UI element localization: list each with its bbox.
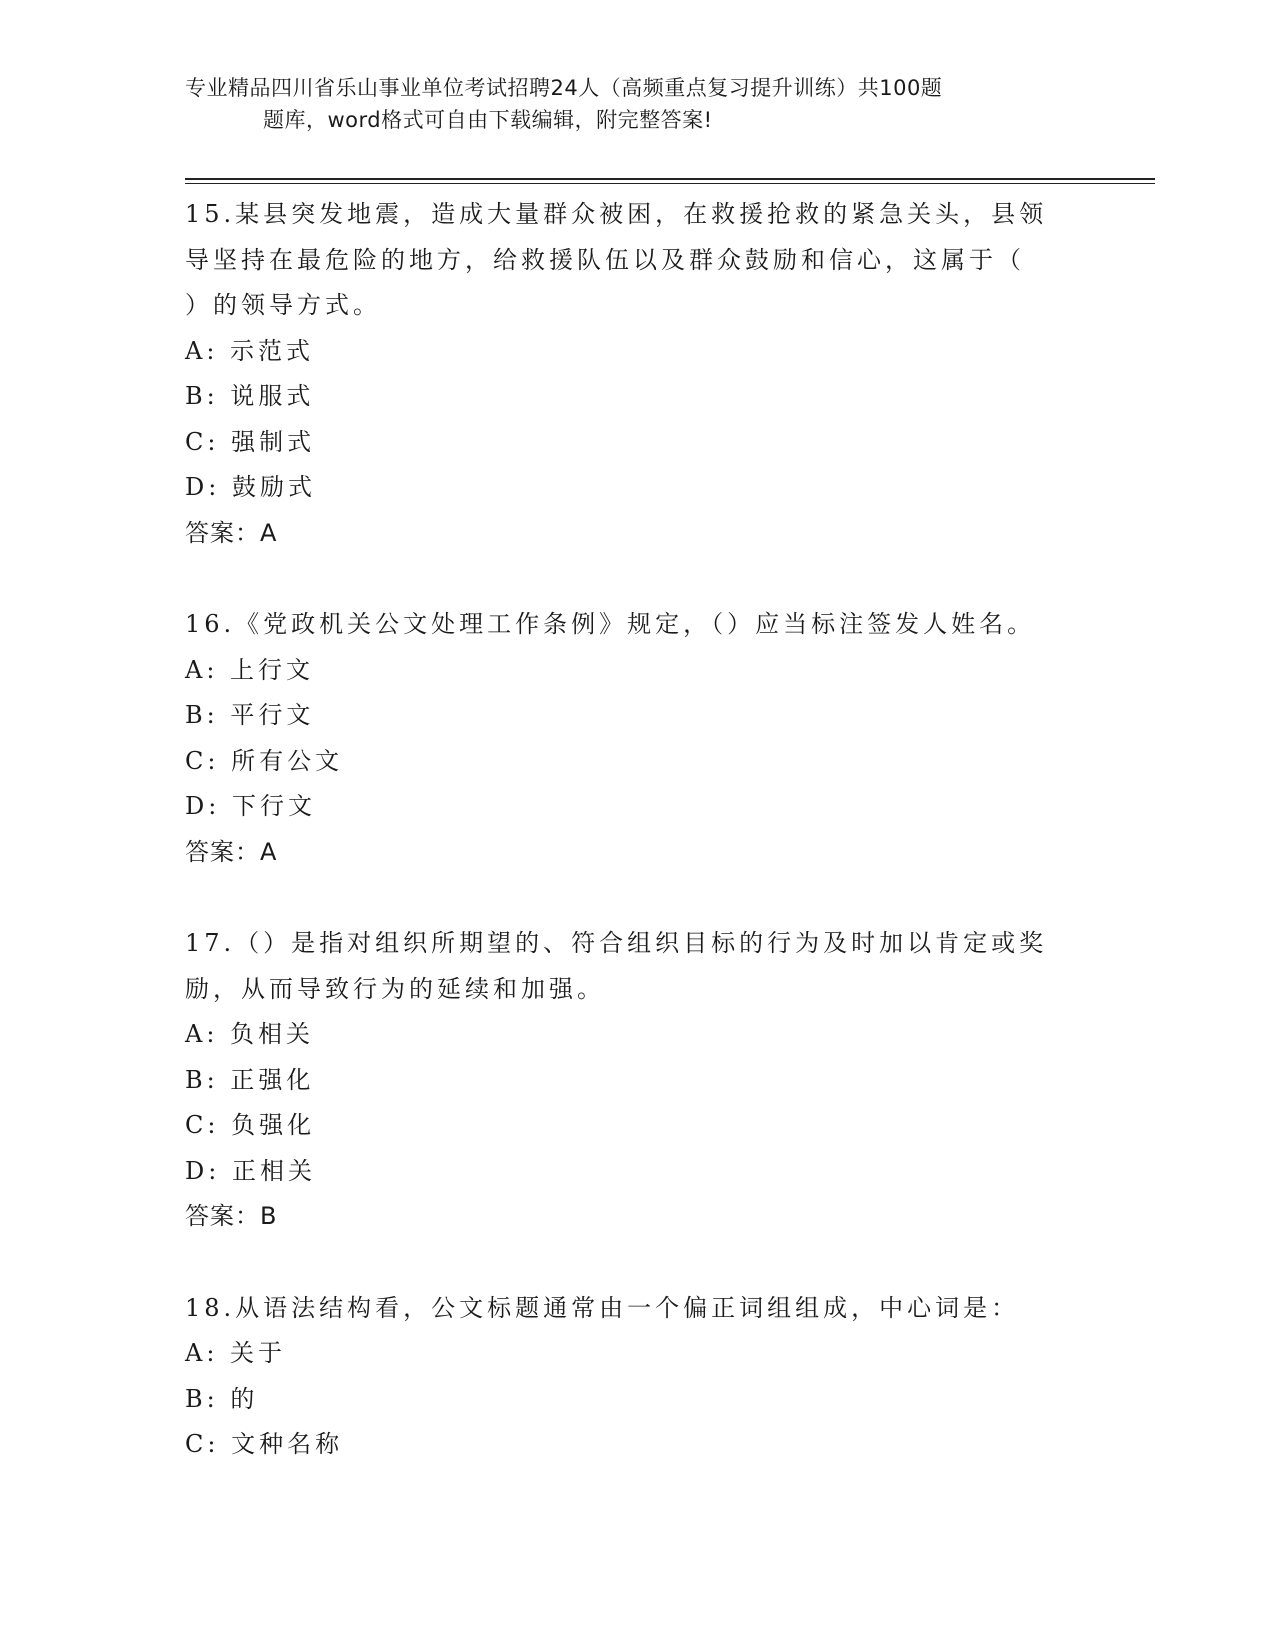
option-b: B: 的 <box>185 1384 259 1413</box>
option-b: B: 正强化 <box>185 1065 315 1094</box>
option-b: B: 平行文 <box>185 701 315 729</box>
header-title-line-2: 题库，word格式可自由下载编辑，附完整答案! <box>263 108 713 132</box>
question-16 <box>185 602 1085 875</box>
option-a: A: 示范式 <box>185 336 315 365</box>
answer: 答案：B <box>185 1202 278 1230</box>
option-c: C: 强制式 <box>185 427 316 456</box>
question-18 <box>185 1286 1085 1468</box>
header-divider-thin <box>185 183 1155 184</box>
header-title-line-1: 专业精品四川省乐山事业单位考试招聘24人（高频重点复习提升训练）共100题 <box>185 76 943 100</box>
question-text: 励，从而导致行为的延续和加强。 <box>185 974 605 1003</box>
question-text: 16.《党政机关公文处理工作条例》规定，（）应当标注签发人姓名。 <box>185 610 1036 638</box>
question-text: 15.某县突发地震，造成大量群众被困，在救援抢救的紧急关头，县领 <box>185 200 1048 228</box>
option-d: D: 下行文 <box>185 792 316 820</box>
question-text: 导坚持在最危险的地方，给救援队伍以及群众鼓励和信心，这属于（ <box>185 245 1025 274</box>
option-c: C: 所有公文 <box>185 746 344 775</box>
question-text: 17.（）是指对组织所期望的、符合组织目标的行为及时加以肯定或奖 <box>185 929 1048 957</box>
option-a: A: 负相关 <box>185 1020 315 1048</box>
question-text: 18.从语法结构看，公文标题通常由一个偏正词组组成，中心词是： <box>185 1293 1020 1322</box>
answer: 答案：A <box>185 837 278 866</box>
option-c: C: 负强化 <box>185 1111 316 1139</box>
option-a: A: 关于 <box>185 1339 287 1367</box>
question-17 <box>185 921 1085 1240</box>
document-header <box>185 72 1075 136</box>
option-b: B: 说服式 <box>185 382 315 410</box>
header-divider-thick <box>185 178 1155 180</box>
question-list <box>185 192 1085 1514</box>
option-c: C: 文种名称 <box>185 1430 344 1458</box>
option-a: A: 上行文 <box>185 655 315 684</box>
option-d: D: 鼓励式 <box>185 473 316 501</box>
option-d: D: 正相关 <box>185 1156 316 1185</box>
question-text: ）的领导方式。 <box>185 291 381 319</box>
question-15 <box>185 192 1085 556</box>
answer: 答案：A <box>185 518 278 547</box>
